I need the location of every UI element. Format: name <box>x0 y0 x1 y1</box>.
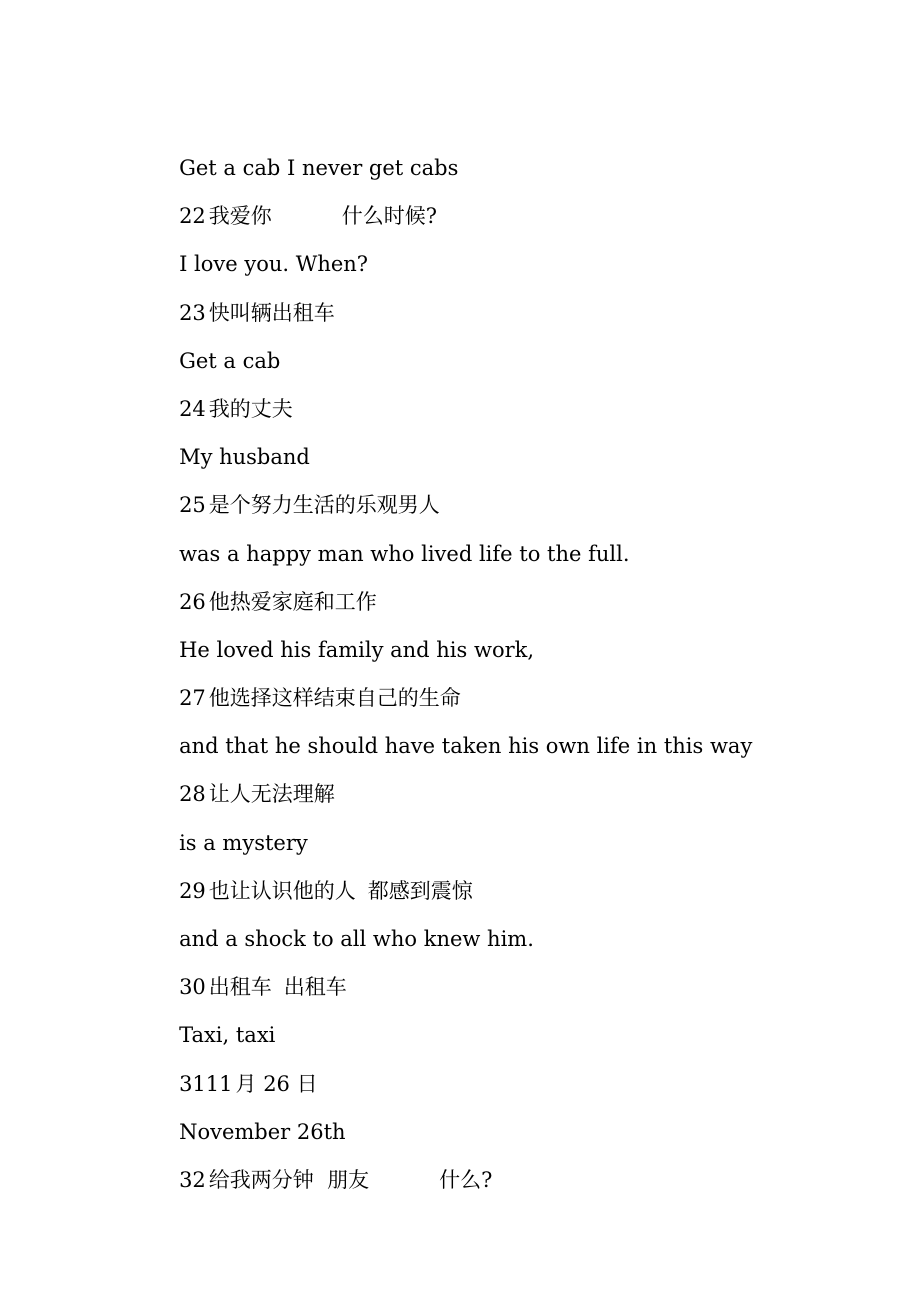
line-number: 3111 <box>179 1071 233 1096</box>
english-text: and a shock to all who knew him. <box>179 927 534 951</box>
line-number: 22 <box>179 204 206 229</box>
line-number: 30 <box>179 975 206 1000</box>
chinese-text: 也让认识他的人 <box>208 878 356 903</box>
chinese-text: 月 26 日 <box>235 1071 318 1096</box>
line-number: 32 <box>179 1167 206 1192</box>
chinese-extra-text: 什么时候? <box>341 204 438 229</box>
subtitle-transcript <box>139 120 859 1192</box>
english-text: He loved his family and his work, <box>179 637 535 662</box>
chinese-extra-text: 什么? <box>439 1167 493 1192</box>
chinese-text: 出租车 <box>208 975 272 1000</box>
english-text: November 26th <box>179 1119 346 1144</box>
english-text: and that he should have taken his own life in this way <box>179 734 753 759</box>
english-text: Get a cab I never get cabs <box>179 156 459 180</box>
chinese-extra-text: 都感到震惊 <box>367 878 473 903</box>
english-text: I love you. When? <box>179 252 369 277</box>
chinese-text: 让人无法理解 <box>208 782 335 807</box>
chinese-text: 他选择这样结束自己的生命 <box>208 686 461 711</box>
chinese-text: 是个努力生活的乐观男人 <box>208 493 440 518</box>
english-text: is a mystery <box>179 830 308 855</box>
line-number: 25 <box>179 493 206 518</box>
english-line <box>139 120 859 180</box>
chinese-text: 快叫辆出租车 <box>208 300 335 325</box>
line-number: 24 <box>179 396 206 421</box>
line-number: 23 <box>179 300 206 325</box>
english-text: My husband <box>179 445 310 470</box>
english-text: was a happy man who lived life to the full. <box>179 541 630 566</box>
english-text: Get a cab <box>179 348 281 373</box>
chinese-text: 我爱你 <box>208 204 272 229</box>
chinese-text: 给我两分钟 朋友 <box>208 1167 370 1192</box>
chinese-text: 他热爱家庭和工作 <box>208 589 377 614</box>
line-number: 29 <box>179 878 206 903</box>
english-text: Taxi, taxi <box>179 1023 276 1048</box>
line-number: 27 <box>179 686 206 711</box>
line-number: 28 <box>179 782 206 807</box>
chinese-text: 我的丈夫 <box>208 396 293 421</box>
chinese-extra-text: 出租车 <box>283 975 347 1000</box>
line-number: 26 <box>179 589 206 614</box>
